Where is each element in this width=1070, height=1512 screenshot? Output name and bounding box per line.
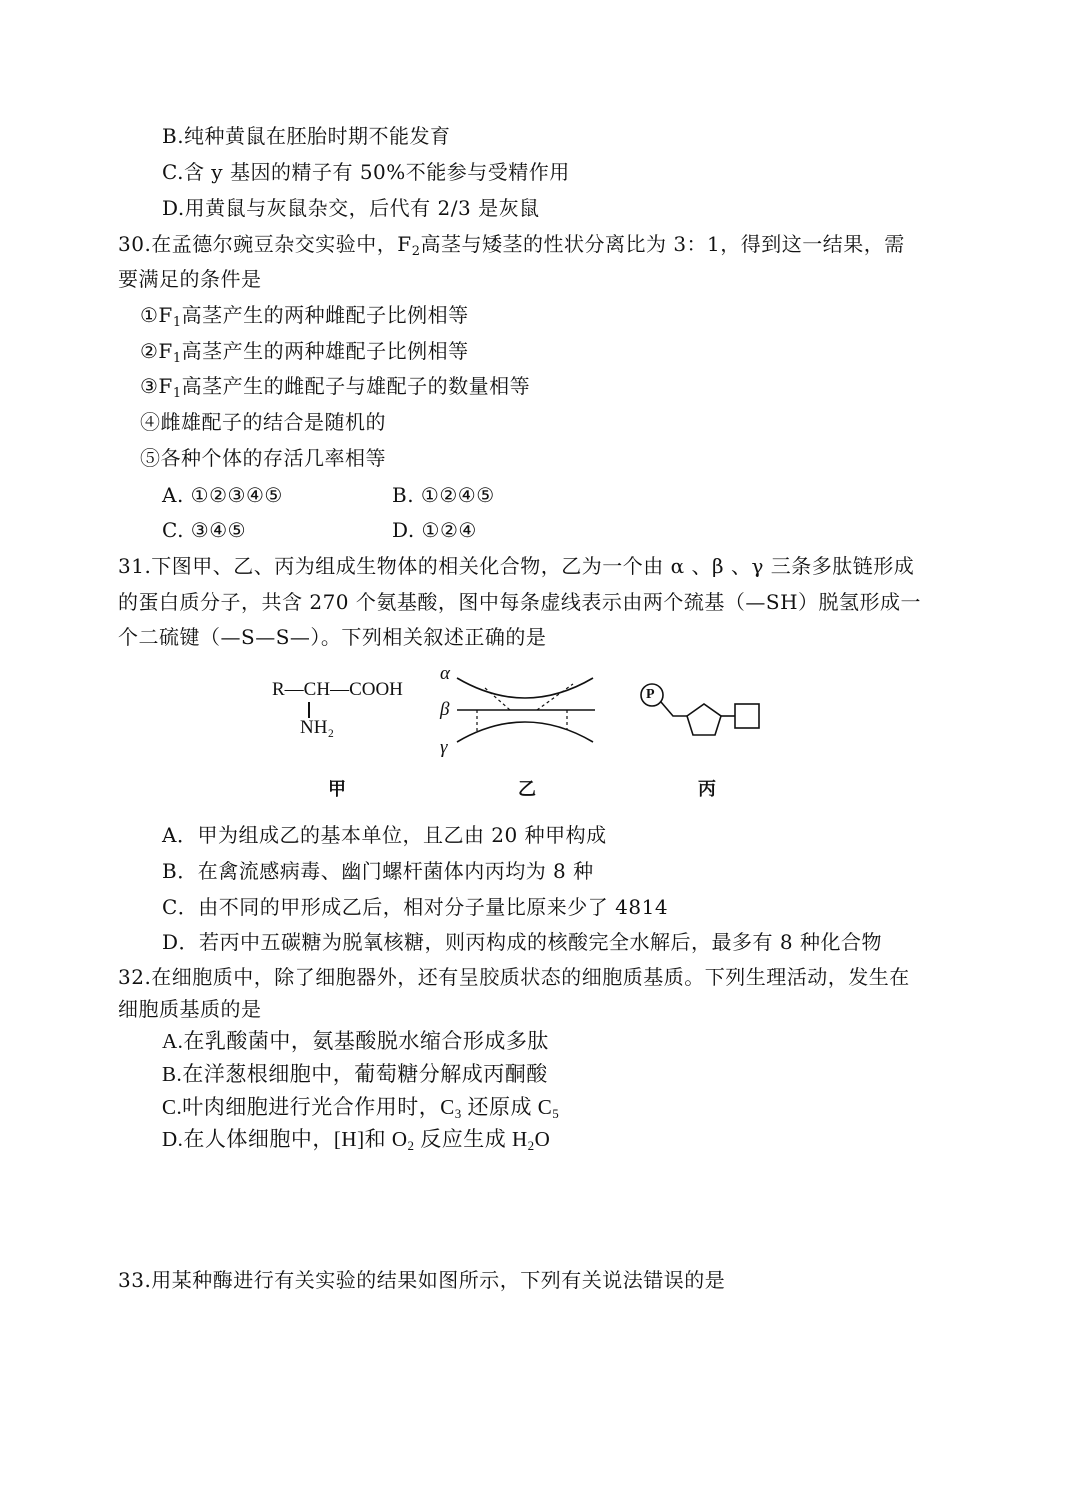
q30-option-a: A. ①②③④⑤ (162, 483, 283, 507)
q30-option-c: C. ③④⑤ (162, 518, 247, 542)
q31-stem-line1: 31.下图甲、乙、丙为组成生物体的相关化合物，乙为一个由 α 、β 、γ 三条多肽链形成 (118, 554, 915, 578)
q30-condition-3: $③F_1$高茎产生的雌配子与雄配子的数量相等 (140, 374, 531, 401)
q33-stem-line1: 33.用某种酶进行有关实验的结果如图所示，下列有关说法错误的是 (118, 1268, 726, 1292)
phosphate-sugar-bond (661, 702, 687, 716)
q30-option-d: D. ①②④ (392, 518, 477, 542)
q30-condition-1: $①F_1$高茎产生的两种雌配子比例相等 (140, 303, 469, 330)
label-bing: 丙 (698, 779, 716, 800)
amino-acid-bond (308, 702, 310, 718)
alpha-chain (457, 678, 593, 698)
q30-option-b: B. ①②④⑤ (392, 483, 495, 507)
q29-option-b: B.纯种黄鼠在胚胎时期不能发育 (162, 124, 451, 148)
q31-stem-line2: 的蛋白质分子，共含 270 个氨基酸，图中每条虚线表示由两个巯基（—SH）脱氢形成一 (118, 590, 922, 614)
label-jia: 甲 (328, 779, 346, 800)
nucleotide-diagram (635, 680, 775, 740)
q32-option-c: C.叶肉细胞进行光合作用时，$C_3$ 还原成 $C_5$ (162, 1095, 560, 1121)
q30-condition-4: ④雌雄配子的结合是随机的 (140, 410, 386, 434)
q29-option-d: D.用黄鼠与灰鼠杂交，后代有 2/3 是灰鼠 (162, 196, 540, 220)
q30-condition-2: $②F_1$高茎产生的两种雄配子比例相等 (140, 339, 469, 366)
q31-option-b: B．在禽流感病毒、幽门螺杆菌体内丙均为 8 种 (162, 859, 594, 883)
q30-stem-line1: 30.在孟德尔豌豆杂交实验中，$F_2$高茎与矮茎的性状分离比为 3：1，得到这一结果，需 (118, 232, 905, 259)
q31-figure (260, 660, 780, 810)
q30-stem-line2: 要满足的条件是 (118, 267, 262, 291)
pentose-sugar (687, 704, 721, 735)
nitrogenous-base (735, 704, 759, 728)
q32-stem-line2: 细胞质基质的是 (118, 997, 262, 1021)
protein-chains-diagram (455, 660, 605, 760)
disulfide-bond-1 (485, 688, 510, 710)
q31-option-a: A．甲为组成乙的基本单位，且乙由 20 种甲构成 (162, 823, 607, 847)
q32-option-d: D.在人体细胞中，[H]和 $O_2$ 反应生成 $H_2O$ (162, 1127, 551, 1153)
alpha-label: α (440, 663, 450, 684)
amino-acid-nh2: NH₂ (300, 717, 335, 738)
q32-option-b: B.在洋葱根细胞中，葡萄糖分解成丙酮酸 (162, 1062, 548, 1086)
q30-condition-5: ⑤各种个体的存活几率相等 (140, 446, 386, 470)
amino-acid-formula: R—CH—COOH (272, 679, 403, 700)
q32-option-a: A.在乳酸菌中，氨基酸脱水缩合形成多肽 (162, 1029, 549, 1053)
q31-option-d: D．若丙中五碳糖为脱氧核糖，则丙构成的核酸完全水解后，最多有 8 种化合物 (162, 930, 882, 954)
q31-option-c: C．由不同的甲形成乙后，相对分子量比原来少了 4814 (162, 895, 669, 919)
label-yi: 乙 (518, 779, 536, 800)
q29-option-c: C.含 y 基因的精子有 50%不能参与受精作用 (162, 160, 570, 184)
q31-stem-line3: 个二硫键（—S—S—）。下列相关叙述正确的是 (118, 625, 547, 649)
gamma-label: γ (440, 737, 448, 758)
phosphate-label: P (646, 687, 655, 702)
beta-label: β (440, 699, 450, 720)
q32-stem-line1: 32.在细胞质中，除了细胞器外，还有呈胶质状态的细胞质基质。下列生理活动，发生在 (118, 965, 910, 989)
